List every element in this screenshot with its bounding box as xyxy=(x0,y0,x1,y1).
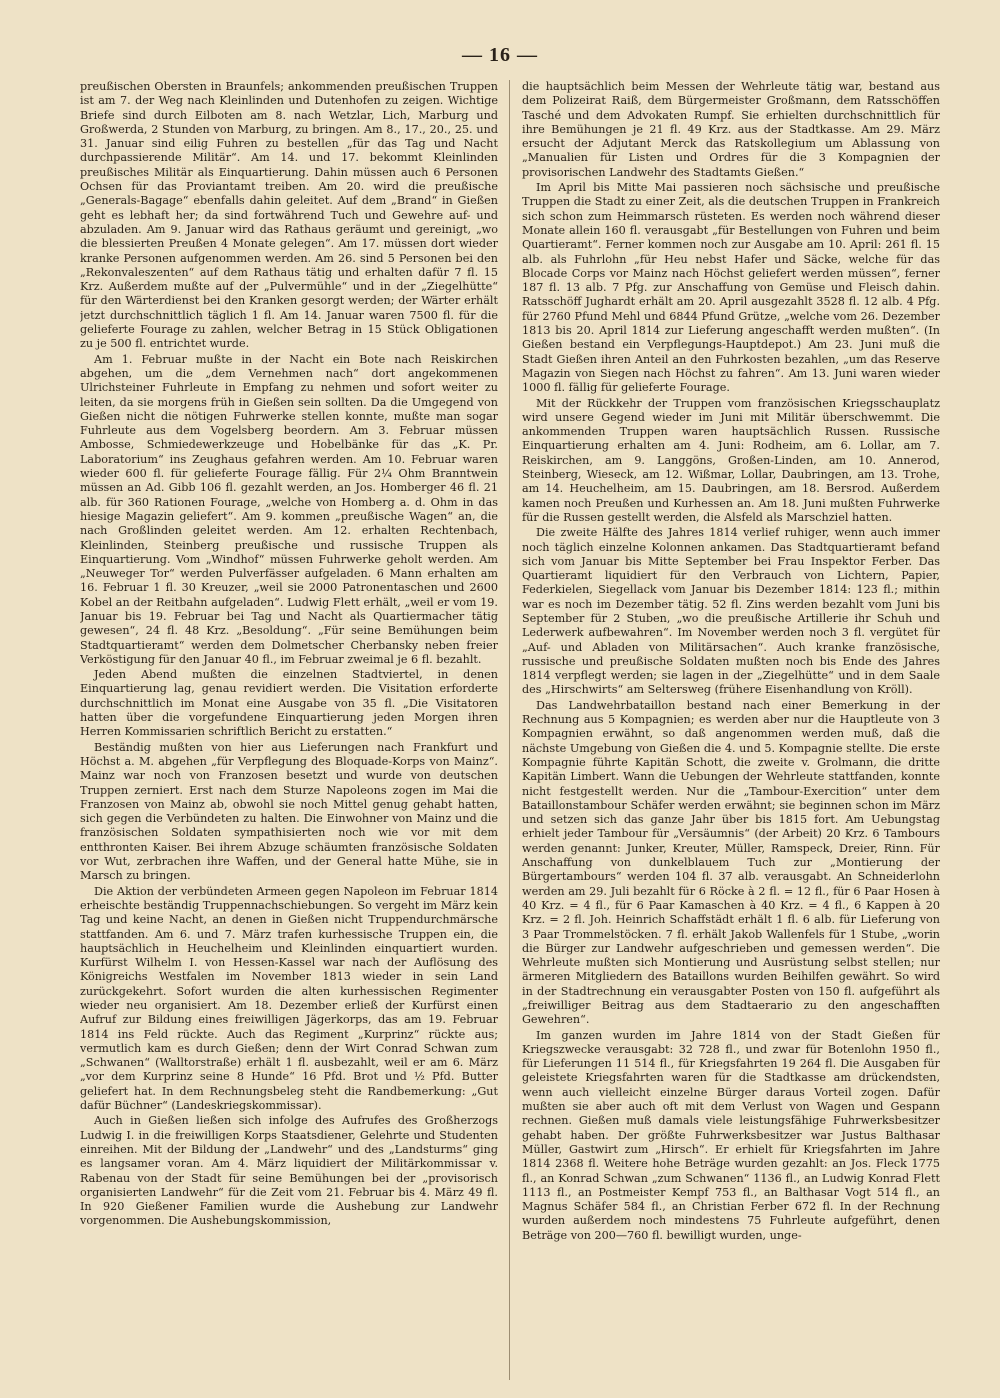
paragraph: Im ganzen wurden im Jahre 1814 von der Stadt Gießen für Kriegszwecke verausgabt: 32 728 fl., und zwar für Botenlohn 1950 fl., für Lieferungen 11 514 fl., für Kriegsfahrten 19 264 fl. Die Ausgaben für geleistete Kriegsfahrten waren für die Stadtkasse am drückendsten, wenn auch vielleicht einzelne Bürger daraus Vorteil zogen. Dafür mußten sie aber auch oft mit dem Verlust von Wagen und Gespann rechnen. Gießen muß damals viele leistungsfähige Fuhrwerksbesitzer gehabt haben. Der größte Fuhrwerksbesitzer war Justus Balthasar Müller, Gastwirt zum „Hirsch“. Er erhielt für Kriegsfahrten im Jahre 1814 2368 fl. Weitere hohe Beträge wurden gezahlt: an Jos. Fleck 1775 fl., an Konrad Schwan „zum Schwanen“ 1136 fl., an Ludwig Konrad Flett 1113 fl., an Postmeister Kempf 753 fl., an Balthasar Vogt 514 fl., an Magnus Schäfer 584 fl., an Christian Ferber 672 fl. In der Rechnung wurden außerdem noch mindestens 75 Fuhrleute aufgeführt, denen Beträge von 200—760 fl. bewilligt wurden, unge- xyxy=(522,1028,940,1242)
paragraph: Die zweite Hälfte des Jahres 1814 verlief ruhiger, wenn auch immer noch täglich einzelne Kolonnen ankamen. Das Stadtquartieramt befand sich vom Januar bis Mitte September bei Frau Inspektor Ferber. Das Quartieramt liquidiert für den Verbrauch von Lichtern, Papier, Federkielen, Siegellack vom Januar bis Dezember 1814: 123 fl.; mithin war es noch im Dezember tätig. 52 fl. Zins werden bezahlt vom Juni bis September für 2 Stuben, „wo die preußische Artillerie ihr Schuh und Lederwerk aufbewahren“. Im November werden noch 3 fl. vergütet für „Auf- und Abladen von Militärsachen“. Auch kranke französische, russische und preußische Soldaten mußten noch bis Ende des Jahres 1814 verpflegt werden; sie lagen in der „Ziegelhütte“ und in dem Saale des „Hirschwirts“ am Seltersweg (frühere Eisenhandlung von Kröll). xyxy=(522,526,940,697)
paragraph: Jeden Abend mußten die einzelnen Stadtviertel, in denen Einquartierung lag, genau revidiert werden. Die Visitation erforderte durchschnittlich im Monat eine Ausgabe von 35 fl. „Die Visitatoren hatten über die vorgefundene Einquartierung jeden Morgen ihren Herren Kommissarien schriftlich Bericht zu erstatten.“ xyxy=(80,668,498,739)
left-column xyxy=(80,80,498,1380)
paragraph: Mit der Rückkehr der Truppen vom französischen Kriegsschauplatz wird unsere Gegend wieder im Juni mit Militär überschwemmt. Die ankommenden Truppen waren hauptsächlich Russen. Russische Einquartierung erhalten am 4. Juni: Rodheim, am 6. Lollar, am 7. Reiskirchen, am 9. Langgöns, Großen-Linden, am 10. Annerod, Steinberg, Wieseck, am 12. Wißmar, Lollar, Daubringen, am 13. Trohe, am 14. Heuchelheim, am 15. Daubringen, am 18. Bersrod. Außerdem kamen noch Preußen und Kurhessen an. Am 18. Juni mußten Fuhrwerke für die Russen gestellt werden, die Alsfeld als Marschziel hatten. xyxy=(522,396,940,524)
right-column xyxy=(522,80,940,1380)
column-divider xyxy=(509,80,510,1380)
paragraph: preußischen Obersten in Braunfels; ankommenden preußischen Truppen ist am 7. der Weg nach Kleinlinden und Dutenhofen zu zeigen. Wichtige Briefe sind durch Eilboten am 8. nach Wetzlar, Lich, Marburg und Großwerda, 2 Stunden von Marburg, zu bringen. Am 8., 17., 20., 25. und 31. Januar sind eilig Fuhren zu bestellen „für das Tag und Nacht durchpassierende Militär“. Am 14. und 17. bekommt Kleinlinden preußisches Militär als Einquartierung. Dahin müssen auch 6 Personen Ochsen für das Proviantamt treiben. Am 20. wird die preußische „Generals-Bagage“ ebenfalls dahin geleitet. Auf dem „Brand“ in Gießen geht es lebhaft her; da sind fortwährend Tuch und Gewehre auf- und abzuladen. Am 9. Januar wird das Rathaus geräumt und gereinigt, „wo die blessierten Preußen 4 Monate gelegen“. Am 17. müssen dort wieder kranke Personen aufgenommen werden. Am 26. sind 5 Personen bei den „Rekonvaleszenten“ auf dem Rathaus tätig und erhalten dafür 7 fl. 15 Krz. Außerdem mußte auf der „Pulvermühle“ und in der „Ziegelhütte“ für den Wärterdienst bei den Kranken gesorgt werden; der Wärter erhält jetzt durchschnittlich täglich 1 fl. Am 14. Januar waren 7500 fl. für die gelieferte Fourage zu zahlen, welcher Betrag in 15 Stück Obligationen zu je 500 fl. entrichtet wurde. xyxy=(80,80,498,351)
paragraph: Das Landwehrbataillon bestand nach einer Bemerkung in der Rechnung aus 5 Kompagnien; es werden aber nur die Hauptleute von 3 Kompagnien erwähnt, so daß angenommen werden muß, daß die nächste Umgebung von Gießen die 4. und 5. Kompagnie stellte. Die erste Kompagnie führte Kapitän Schott, die zweite v. Grolmann, die dritte Kapitän Limbert. Wann die Uebungen der Wehrleute stattfanden, konnte nicht festgestellt werden. Nur die „Tambour-Exercition“ unter dem Bataillonstambour Schäfer werden erwähnt; sie beginnen schon im März und setzen sich das ganze Jahr über bis 1815 fort. Am Uebungstag erhielt jeder Tambour für „Versäumnis“ (der Arbeit) 20 Krz. 6 Tambours werden genannt: Junker, Kreuter, Müller, Ramspeck, Dreier, Rinn. Für Anschaffung von dunkelblauem Tuch zur „Montierung der Bürgertambours“ werden 104 fl. 37 alb. verausgabt. An Schneiderlohn werden am 29. Juli bezahlt für 6 Röcke à 2 fl. = 12 fl., für 6 Paar Hosen à 40 Krz. = 4 fl., für 6 Paar Kamaschen à 40 Krz. = 4 fl., 6 Kappen à 20 Krz. = 2 fl. Joh. Heinrich Schaffstädt erhält 1 fl. 6 alb. für Lieferung von 3 Paar Trommelstöcken. 7 fl. erhält Jakob Wallenfels für 1 Stube, „worin die Bürger zur Landwehr aufgeschrieben und gemessen werden“. Die Wehrleute mußten sich Montierung und Ausrüstung selbst stellen; nur ärmeren Mitgliedern des Bataillons wurden Beihilfen gewährt. So wird in der Stadtrechnung ein verausgabter Posten von 150 fl. aufgeführt als „freiwilliger Beitrag aus dem Stadtaerario zu den angeschafften Gewehren“. xyxy=(522,698,940,1027)
paragraph: Die Aktion der verbündeten Armeen gegen Napoleon im Februar 1814 erheischte beständig Truppennachschiebungen. So vergeht im März kein Tag und keine Nacht, an denen in Gießen nicht Truppendurchmärsche stattfanden. Am 6. und 7. März trafen kurhessische Truppen ein, die hauptsächlich in Heuchelheim und Kleinlinden einquartiert wurden. Kurfürst Wilhelm I. von Hessen-Kassel war nach der Auflösung des Königreichs Westfalen im November 1813 wieder in sein Land zurückgekehrt. Sofort wurden die alten kurhessischen Regimenter wieder neu organisiert. Am 18. Dezember erließ der Kurfürst einen Aufruf zur Bildung eines freiwilligen Jägerkorps, das am 19. Februar 1814 ins Feld rückte. Auch das Regiment „Kurprinz“ rückte aus; vermutlich kam es durch Gießen; denn der Wirt Conrad Schwan zum „Schwanen“ (Walltorstraße) erhält 1 fl. ausbezahlt, weil er am 6. März „vor dem Kurprinz seine 8 Hunde“ 16 Pfd. Brot und ½ Pfd. Butter geliefert hat. In dem Rechnungsbeleg steht die Randbemerkung: „Gut dafür Büchner“ (Landeskriegskommissar). xyxy=(80,884,498,1113)
paragraph: Am 1. Februar mußte in der Nacht ein Bote nach Reiskirchen abgehen, um die „dem Vernehmen nach“ dort angekommenen Ulrichsteiner Fuhrleute in Empfang zu nehmen und sofort weiter zu leiten, da sie morgens früh in Gießen sein sollten. Da die Umgegend von Gießen nicht die nötigen Fuhrwerke stellen konnte, mußte man sogar Fuhrleute aus dem Vogelsberg beordern. Am 3. Februar müssen Ambosse, Schmiedewerkzeuge und Hobelbänke für das „K. Pr. Laboratorium“ ins Zeughaus gefahren werden. Am 10. Februar waren wieder 600 fl. für gelieferte Fourage fällig. Für 2¼ Ohm Branntwein müssen an Ad. Gibb 106 fl. gezahlt werden, an Jos. Homberger 46 fl. 21 alb. für 360 Rationen Fourage, „welche von Homberg a. d. Ohm in das hiesige Magazin geliefert“. Am 9. kommen „preußische Wagen“ an, die nach Großlinden geleitet werden. Am 12. erhalten Rechtenbach, Kleinlinden, Steinberg preußische und russische Truppen als Einquartierung. Vom „Windhof“ müssen Fuhrwerke geholt werden. Am „Neuweger Tor“ werden Pulverfässer aufgeladen. 6 Mann erhalten am 16. Februar 1 fl. 30 Kreuzer, „weil sie 2000 Patronentaschen und 2600 Kobel an der Reitbahn aufgeladen“. Ludwig Flett erhält, „weil er vom 19. Januar bis 19. Februar bei Tag und Nacht als Quartiermacher tätig gewesen“, 24 fl. 48 Krz. „Besoldung“. „Für seine Bemühungen beim Stadtquartieramt“ werden dem Dolmetscher Cherbansky neben freier Verköstigung für den Januar 40 fl., im Februar zweimal je 6 fl. bezahlt. xyxy=(80,352,498,666)
paragraph: Im April bis Mitte Mai passieren noch sächsische und preußische Truppen die Stadt zu einer Zeit, als die deutschen Truppen in Frankreich sich schon zum Heimmarsch rüsteten. Es werden noch während dieser Monate allein 160 fl. verausgabt „für Bestellungen von Fuhren und beim Quartieramt“. Ferner kommen noch zur Ausgabe am 10. April: 261 fl. 15 alb. als Fuhrlohn „für Heu nebst Hafer und Säcke, welche für das Blocade Corps vor Mainz nach Höchst geliefert werden müssen“, ferner 187 fl. 13 alb. 7 Pfg. zur Anschaffung von Gemüse und Fleisch dahin. Ratsschöff Jughardt erhält am 20. April ausgezahlt 3528 fl. 12 alb. 4 Pfg. für 2760 Pfund Mehl und 6844 Pfund Grütze, „welche vom 26. Dezember 1813 bis 20. April 1814 zur Lieferung angeschafft werden mußten“. (In Gießen bestand ein Verpflegungs-Hauptdepot.) Am 23. Juni muß die Stadt Gießen ihren Anteil an den Fuhrkosten bezahlen, „um das Reserve Magazin von Siegen nach Höchst zu fahren“. Am 13. Juni waren wieder 1000 fl. fällig für gelieferte Fourage. xyxy=(522,181,940,395)
page-number-header: — 16 — xyxy=(462,44,538,66)
paragraph: Auch in Gießen ließen sich infolge des Aufrufes des Großherzogs Ludwig I. in die freiwilligen Korps Staatsdiener, Gelehrte und Studenten einreihen. Mit der Bildung der „Landwehr“ und des „Landsturms“ ging es langsamer voran. Am 4. März liquidiert der Militärkommissar v. Rabenau von der Stadt für seine Bemühungen bei der „provisorisch organisierten Landwehr“ für die Zeit vom 21. Februar bis 4. März 49 fl. In 920 Gießener Familien wurde die Aushebung zur Landwehr vorgenommen. Die Aushebungskommission, xyxy=(80,1114,498,1228)
paragraph: Beständig mußten von hier aus Lieferungen nach Frankfurt und Höchst a. M. abgehen „für Verpflegung des Bloquade-Korps von Mainz“. Mainz war noch von Franzosen besetzt und wurde von deutschen Truppen zerniert. Erst nach dem Sturze Napoleons zogen im Mai die Franzosen von Mainz ab, obwohl sie noch Mittel genug gehabt hatten, sich gegen die Verbündeten zu halten. Die Einwohner von Mainz und die französischen Soldaten sympathisierten noch wie vor mit dem entthronten Kaiser. Bei ihrem Abzuge schäumten französische Soldaten vor Wut, zerbrachen ihre Waffen, und der General hatte Mühe, sie in Marsch zu bringen. xyxy=(80,740,498,883)
text-columns xyxy=(80,80,940,1380)
paragraph: die hauptsächlich beim Messen der Wehrleute tätig war, bestand aus dem Polizeirat Raiß, dem Bürgermeister Großmann, dem Ratsschöffen Tasché und dem Advokaten Rumpf. Sie erhielten durchschnittlich für ihre Bemühungen je 21 fl. 49 Krz. aus der Stadtkasse. Am 29. März ersucht der Adjutant Merck das Ratskollegium um Ablassung von „Manualien für Listen und Ordres für die 3 Kompagnien der provisorischen Landwehr des Stadtamts Gießen.“ xyxy=(522,80,940,179)
